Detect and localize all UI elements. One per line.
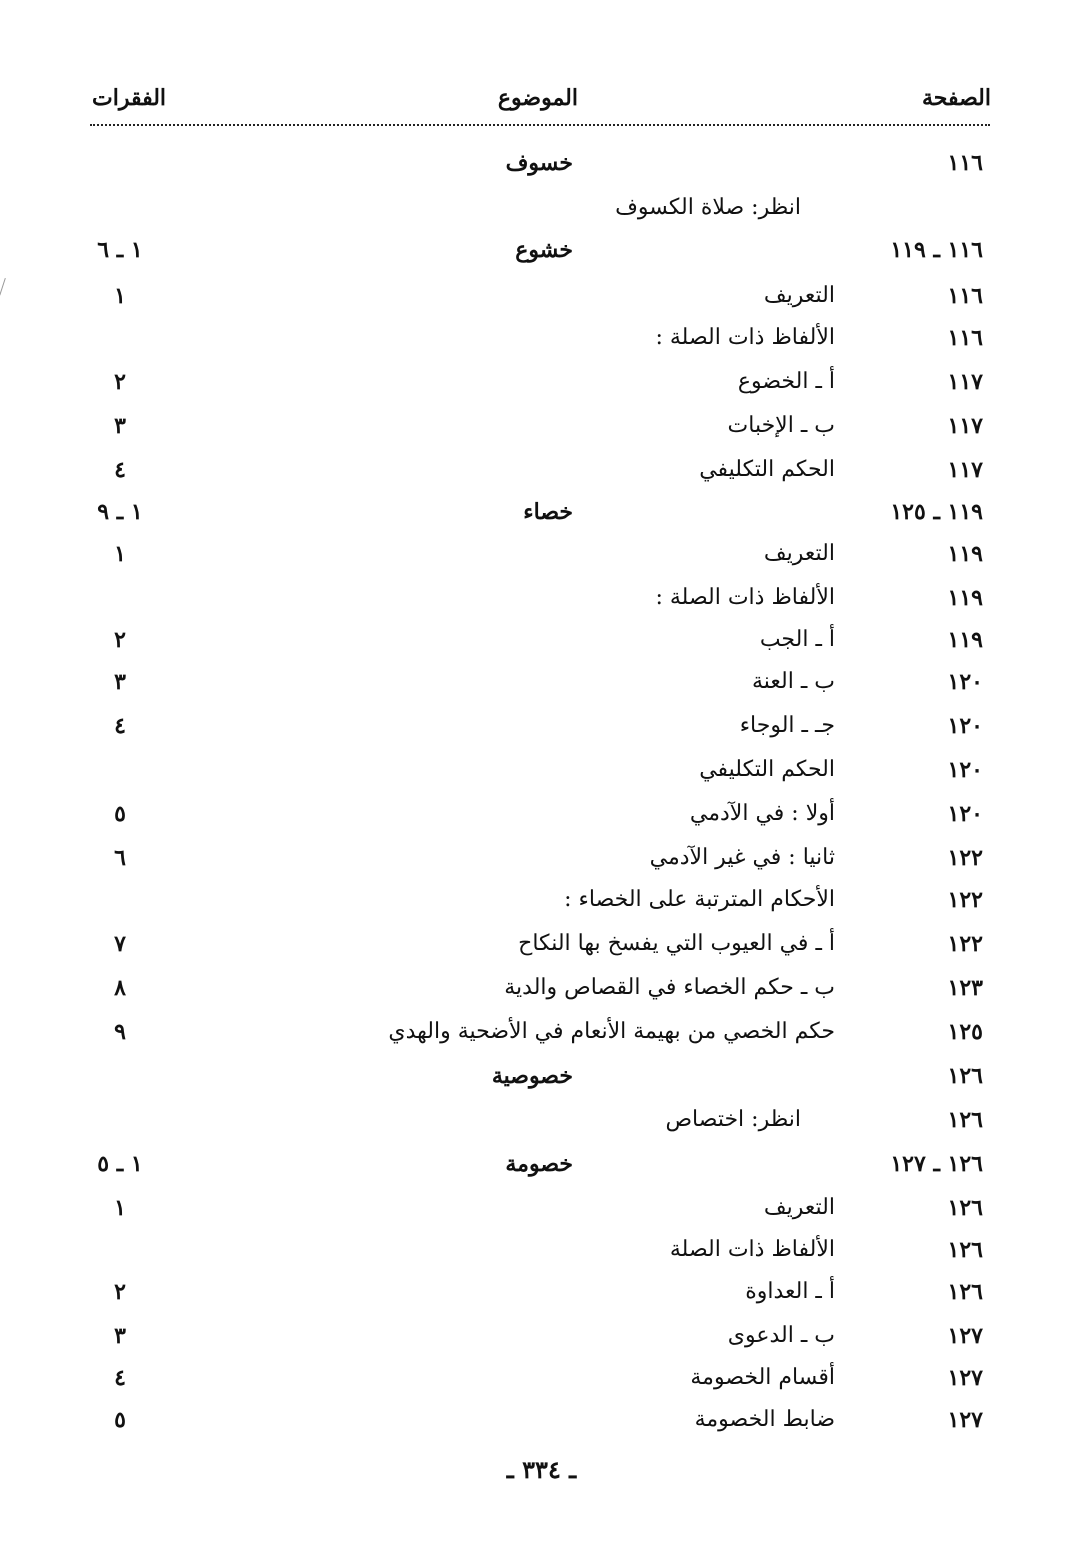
- row-paragraphs: ٢: [114, 1279, 126, 1305]
- row-page-number: ١٢٢: [947, 845, 983, 871]
- row-topic: الحكم التكليفي: [699, 757, 835, 782]
- row-page-number: ١١٩: [947, 585, 983, 611]
- row-topic-heading: خسوف: [505, 150, 573, 176]
- table-row: [0, 1360, 1083, 1400]
- row-paragraphs: ٣: [114, 669, 126, 695]
- row-paragraphs: ٢: [114, 627, 126, 653]
- row-page-number: ١٢٥: [947, 1019, 983, 1045]
- row-page-number: ١٢٠: [947, 757, 983, 783]
- row-paragraphs: ١ ـ ٦: [97, 237, 143, 263]
- row-topic: أولا : في الآدمي: [689, 801, 835, 826]
- row-paragraphs: ١: [114, 1195, 126, 1221]
- table-row: [0, 1232, 1083, 1272]
- row-page-number: ١٢٦: [947, 1237, 983, 1263]
- row-topic: الأحكام المترتبة على الخصاء :: [564, 887, 835, 912]
- table-row: [0, 796, 1083, 836]
- row-topic: الألفاظ ذات الصلة :: [655, 585, 835, 610]
- row-page-number: ١٢٦: [947, 1107, 983, 1133]
- row-page-number: ١١٧: [947, 413, 983, 439]
- header-page-column: الصفحة: [921, 85, 991, 111]
- row-see-also: انظر: صلاة الكسوف: [615, 195, 801, 220]
- row-page-number: ١٢٧: [947, 1407, 983, 1433]
- row-page-number: ١٢٠: [947, 801, 983, 827]
- row-topic: أ ـ الخضوع: [737, 369, 835, 394]
- table-row: [0, 278, 1083, 318]
- row-page-number: ١١٩ ـ ١٢٥: [890, 499, 983, 525]
- row-paragraphs: ٥: [114, 801, 126, 827]
- row-page-number: ١٢٣: [947, 975, 983, 1001]
- row-page-number: ١٢٦: [947, 1063, 983, 1089]
- row-topic-heading: خصوصية: [491, 1063, 573, 1089]
- row-page-number: ١٢٦: [947, 1279, 983, 1305]
- table-row: [0, 840, 1083, 880]
- row-paragraphs: ٤: [114, 1365, 126, 1391]
- row-paragraphs: ٢: [114, 369, 126, 395]
- table-row: [0, 1402, 1083, 1442]
- row-page-number: ١٢٧: [947, 1323, 983, 1349]
- table-row: [0, 622, 1083, 662]
- row-paragraphs: ٤: [114, 713, 126, 739]
- table-row: [0, 408, 1083, 448]
- row-topic: ب ـ حكم الخصاء في القصاص والدية: [504, 975, 835, 1000]
- row-paragraphs: ٣: [114, 1323, 126, 1349]
- row-page-number: ١٢٠: [947, 713, 983, 739]
- table-row: [0, 1058, 1083, 1098]
- row-topic: التعريف: [763, 541, 835, 566]
- row-topic: ثانيا : في غير الآدمي: [649, 845, 835, 870]
- row-topic: أقسام الخصومة: [690, 1365, 835, 1390]
- row-page-number: ١٢٦ ـ ١٢٧: [890, 1151, 983, 1177]
- row-paragraphs: ١: [114, 541, 126, 567]
- row-see-also: انظر: اختصاص: [665, 1107, 801, 1132]
- row-page-number: ١١٦ ـ ١١٩: [890, 237, 983, 263]
- row-paragraphs: ١ ـ ٥: [97, 1151, 143, 1177]
- row-topic: أ ـ في العيوب التي يفسخ بها النكاح: [518, 931, 835, 956]
- row-paragraphs: ٩: [114, 1019, 126, 1045]
- row-topic-heading: خصاء: [523, 499, 573, 525]
- table-row: [0, 752, 1083, 792]
- row-page-number: ١١٩: [947, 541, 983, 567]
- row-topic: التعريف: [763, 283, 835, 308]
- table-row: [0, 1318, 1083, 1358]
- row-page-number: ١٢٠: [947, 669, 983, 695]
- table-row: [0, 882, 1083, 922]
- row-paragraphs: ٧: [114, 931, 126, 957]
- page-number: ـ ٣٣٤ ـ: [506, 1455, 577, 1484]
- table-row: [0, 452, 1083, 492]
- row-topic: ب ـ الدعوى: [727, 1323, 835, 1348]
- row-topic: حكم الخصي من بهيمة الأنعام في الأضحية والهدي: [388, 1019, 835, 1044]
- row-paragraphs: ٥: [114, 1407, 126, 1433]
- row-topic-heading: خشوع: [515, 237, 573, 263]
- table-row: [0, 1274, 1083, 1314]
- table-row: [0, 708, 1083, 748]
- table-row: [0, 494, 1083, 534]
- row-topic: جـ ـ الوجاء: [739, 713, 835, 738]
- row-page-number: ١٢٦: [947, 1195, 983, 1221]
- table-row: [0, 364, 1083, 404]
- row-topic: الحكم التكليفي: [699, 457, 835, 482]
- row-paragraphs: ٣: [114, 413, 126, 439]
- table-row: [0, 320, 1083, 360]
- row-topic: أ ـ العداوة: [745, 1279, 835, 1304]
- table-row: [0, 1014, 1083, 1054]
- row-page-number: ١٢٢: [947, 887, 983, 913]
- row-paragraphs: ١ ـ ٩: [97, 499, 143, 525]
- table-row: [0, 580, 1083, 620]
- row-page-number: ١١٧: [947, 369, 983, 395]
- row-topic: الألفاظ ذات الصلة :: [655, 325, 835, 350]
- row-page-number: ١٢٢: [947, 931, 983, 957]
- row-page-number: ١١٩: [947, 627, 983, 653]
- row-paragraphs: ٦: [114, 845, 126, 871]
- header-paragraphs-column: الفقرات: [92, 85, 167, 111]
- row-topic: أ ـ الجب: [759, 627, 835, 652]
- header-dotted-rule: [90, 124, 990, 126]
- row-topic-heading: خصومة: [505, 1151, 573, 1177]
- table-row: [0, 1190, 1083, 1230]
- table-row: [0, 664, 1083, 704]
- row-topic: ضابط الخصومة: [694, 1407, 835, 1432]
- row-page-number: ١٢٧: [947, 1365, 983, 1391]
- table-row: [0, 1146, 1083, 1186]
- row-topic: الألفاظ ذات الصلة: [669, 1237, 835, 1262]
- table-row: [0, 190, 1083, 230]
- row-topic: ب ـ العنة: [751, 669, 835, 694]
- row-topic: ب ـ الإخبات: [727, 413, 835, 438]
- table-row: [0, 145, 1083, 185]
- row-paragraphs: ٨: [114, 975, 126, 1001]
- table-row: [0, 232, 1083, 272]
- row-page-number: ١١٧: [947, 457, 983, 483]
- table-row: [0, 536, 1083, 576]
- row-page-number: ١١٦: [947, 325, 983, 351]
- row-paragraphs: ١: [114, 283, 126, 309]
- table-row: [0, 970, 1083, 1010]
- row-paragraphs: ٤: [114, 457, 126, 483]
- row-page-number: ١١٦: [947, 283, 983, 309]
- table-row: [0, 926, 1083, 966]
- row-topic: التعريف: [763, 1195, 835, 1220]
- table-row: [0, 1102, 1083, 1142]
- header-topic-column: الموضوع: [497, 85, 578, 111]
- row-page-number: ١١٦: [947, 150, 983, 176]
